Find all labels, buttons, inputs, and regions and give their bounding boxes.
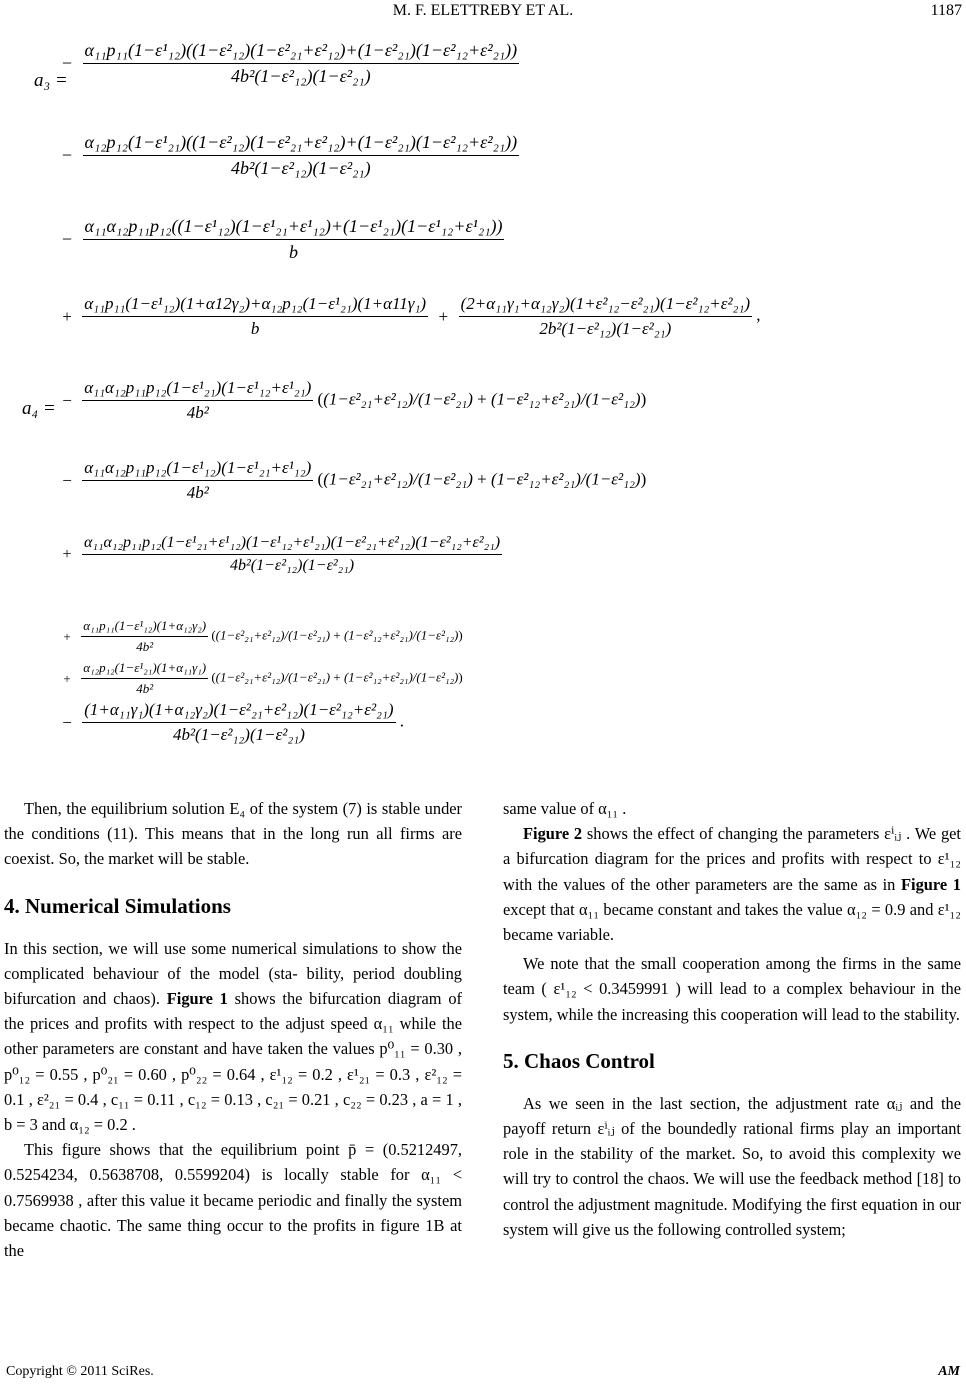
- paragraph-same-value: same value of α₁₁ .: [503, 799, 627, 818]
- a3-term2-denominator: 4b²(1−ε²₁₂)(1−ε²₂₁): [230, 158, 371, 178]
- a3-term5-numerator: (2+α₁₁γ₁+α₁₂γ₂)(1+ε²₁₂−ε²₂₁)(1−ε²₁₂+ε²₂₁): [459, 294, 752, 317]
- a4-term6-numerator: (1+α₁₁γ₁)(1+α₁₂γ₂)(1−ε²₂₁+ε²₁₂)(1−ε²₁₂+ε²₂₁): [82, 700, 395, 723]
- a4-term2-bracket-a: (1−ε²₂₁+ε²₁₂)/(1−ε²₂₁): [323, 469, 473, 489]
- running-title: M. F. ELETTREBY ET AL.: [392, 2, 574, 19]
- a4-term2-denominator: 4b²: [186, 483, 209, 502]
- paragraph-cooperation: We note that the small cooperation among the firms in the same team ( ε¹₁₂ < 0.3459991 ) will lead to a complex behaviour in the system, while the increasing this cooperation will lead to the stability.: [503, 954, 961, 1024]
- a4-term4-bracket-a: (1−ε²₂₁+ε²₁₂)/(1−ε²₂₁): [215, 627, 331, 643]
- a3-term4-denominator: b: [250, 319, 260, 338]
- a4-term4-numerator: α₁₁p₁₁(1−ε¹₁₂)(1+α₁₂γ₂): [81, 618, 208, 637]
- a4-term2-bracket-b: (1−ε²₁₂+ε²₂₁)/(1−ε²₁₂): [490, 469, 641, 489]
- equation-a4-term3: + α₁₁α₁₂p₁₁p₁₂(1−ε¹₂₁+ε¹₁₂)(1−ε¹₁₂+ε¹₂₁)(1−ε²₂₁+ε²₁₂)(1−ε²₁₂+ε²₂₁) 4b²(1−ε²₁₂)(1−ε²₂₁): [62, 534, 501, 574]
- section-heading-chaos-control: 5. Chaos Control: [503, 1048, 655, 1073]
- a4-term5-numerator: α₁₂p₁₂(1−ε¹₂₁)(1+α₁₁γ₁): [81, 660, 208, 679]
- right-column: [503, 796, 961, 1242]
- left-column: [4, 796, 462, 1263]
- figure-1-reference: Figure 1: [166, 989, 228, 1009]
- a4-term1-bracket-b: (1−ε²₁₂+ε²₂₁)/(1−ε²₁₂): [490, 389, 641, 409]
- paragraph-simulations-text-a: In this section, we will use some numerical simulations to show the complicated behaviour of the model (sta- bility, period doubling bifurcation and chaos).: [4, 938, 462, 1009]
- a4-term5-bracket-b: (1−ε²₁₂+ε²₂₁)/(1−ε²₁₂): [343, 669, 459, 685]
- a3-term5-denominator: 2b²(1−ε²₁₂)(1−ε²₂₁): [539, 319, 672, 338]
- page-footer: [0, 1364, 966, 1384]
- equation-a4-term5: + $\frac{\text{α₁₂p₁₂(1−ε¹₂₁)(1+α₁₁γ₁)}}{\text{4b²}}$ ((1−ε²₂₁+ε²₁₂)/(1−ε²₂₁) + (1−ε²₁₂+ε²₂₁)/(1−ε²₁₂)): [63, 660, 463, 696]
- page-number: 1187: [930, 2, 962, 19]
- equation-a4-label: a₄ =: [22, 398, 56, 419]
- paragraph-equilibrium-point: This figure shows that the equilibrium point p̄ = (0.5212497, 0.5254234, 0.5638708, 0.5599204) is locally stable for α₁₁ < 0.7569938 , after this value it became periodic and finally the system became chaotic. The same thing occur to the profits in figure 1B at the: [4, 1140, 462, 1261]
- a3-term3-denominator: b: [288, 242, 298, 262]
- paragraph-figure-2-text-a: shows the effect of changing the parameters εⁱᵢⱼ . We get a bifurcation diagram for the prices and profits with respect to ε¹₁₂ with the values of the other parameters are the same as in: [503, 824, 961, 894]
- a3-term4-numerator: α₁₁p₁₁(1−ε¹₁₂)(1+α12γ₂)+α₁₂p₁₂(1−ε¹₂₁)(1+α11γ₁): [82, 294, 428, 317]
- section-heading-numerical-simulations: 4. Numerical Simulations: [4, 893, 231, 918]
- paragraph-simulations: [4, 936, 462, 1138]
- equation-a3-term2: − $\frac{\text{α₁₂p₁₂(1−ε¹₂₁)((1−ε²₁₂)(1−ε²₂₁+ε²₁₂)+(1−ε²₂₁)(1−ε²₁₂+ε²₂₁))}}{\text{4b²(1−ε²₁₂)(1−ε²₂₁)}}$: [61, 132, 518, 178]
- a4-term1-numerator: α₁₁α₁₂p₁₁p₁₂(1−ε¹₂₁)(1−ε¹₁₂+ε¹₂₁): [82, 378, 313, 401]
- page-header: [0, 0, 966, 30]
- figure-2-reference: Figure 2: [523, 824, 583, 844]
- equation-a4-term4: + $\frac{\text{α₁₁p₁₁(1−ε¹₁₂)(1+α₁₂γ₂)}}{\text{4b²}}$ ((1−ε²₂₁+ε²₁₂)/(1−ε²₂₁) + (1−ε²₁₂+ε²₂₁)/(1−ε²₁₂)): [63, 618, 463, 654]
- paragraph-simulations-text-b: shows the bifurcation diagram of the prices and profits with respect to the adjust speed α₁₁ while the other parameters are constant and have taken the values p⁰₁₁ = 0.30 , p⁰₁₂ = 0.55 , p⁰₂₁ = 0.60 , p⁰₂₂ = 0.64 , ε¹₁₂ = 0.2 , ε¹₂₁ = 0.3 , ε²₁₂ = 0.1 , ε²₂₁ = 0.4 , c₁₁ = 0.11 , c₁₂ = 0.13 , c₂₁ = 0.21 , c₂₂ = 0.23 , a = 1 , b = 3 and α₁₂ = 0.2 .: [4, 989, 462, 1135]
- equation-a3-term4: + $\frac{\text{α₁₁p₁₁(1−ε¹₁₂)(1+α12γ₂)+α₁₂p₁₂(1−ε¹₂₁)(1+α11γ₁)}}{b}$ + $\frac{\text{(2+α₁₁γ₁+α₁₂γ₂)(1+ε²₁₂−ε²₂₁)(1−ε²₁₂+ε²₂₁)}}{\text{2b²(1−ε²₁₂)(1−ε²₂₁)}}$ ,: [62, 294, 761, 338]
- copyright-notice: Copyright © 2011 SciRes.: [6, 1364, 154, 1379]
- equation-a4-term2: − $\frac{\text{α₁₁α₁₂p₁₁p₁₂(1−ε¹₁₂)(1−ε¹₂₁+ε¹₁₂)}}{\text{4b²}}$ ((1−ε²₂₁+ε²₁₂)/(1−ε²₂₁) + (1−ε²₁₂+ε²₂₁)/(1−ε²₁₂)): [62, 458, 647, 502]
- paragraph-figure-2: [503, 821, 961, 947]
- equation-a3-term3: − $\frac{\text{α₁₁α₁₂p₁₁p₁₂((1−ε¹₁₂)(1−ε¹₂₁+ε¹₁₂)+(1−ε¹₂₁)(1−ε¹₁₂+ε¹₂₁))}}{b}$: [61, 216, 503, 262]
- a4-term4-denominator: 4b²: [136, 639, 154, 654]
- a4-term1-denominator: 4b²: [186, 403, 209, 422]
- figure-1-reference-right: Figure 1: [901, 874, 961, 894]
- equation-a4-term1: − $\frac{\text{α₁₁α₁₂p₁₁p₁₂(1−ε¹₂₁)(1−ε¹₁₂+ε¹₂₁)}}{\text{4b²}}$ ((1−ε²₂₁+ε²₁₂)/(1−ε²₂₁) + (1−ε²₁₂+ε²₂₁)/(1−ε²₁₂)): [62, 378, 647, 422]
- equation-a4-term6: − $\frac{\text{(1+α₁₁γ₁)(1+α₁₂γ₂)(1−ε²₂₁+ε²₁₂)(1−ε²₁₂+ε²₂₁)}}{\text{4b²(1−ε²₁₂)(1−ε²₂₁)}}$ .: [62, 700, 405, 744]
- a4-term5-bracket-a: (1−ε²₂₁+ε²₁₂)/(1−ε²₂₁): [215, 669, 331, 685]
- a4-term3-numerator: α₁₁α₁₂p₁₁p₁₂(1−ε¹₂₁+ε¹₁₂)(1−ε¹₁₂+ε¹₂₁)(1−ε²₂₁+ε²₁₂)(1−ε²₁₂+ε²₂₁): [82, 534, 502, 555]
- a4-term1-bracket-a: (1−ε²₂₁+ε²₁₂)/(1−ε²₂₁): [323, 389, 473, 409]
- paragraph-figure-2-text-b: except that α₁₁ became constant and takes the value α₁₂ = 0.9 and ε¹₁₂ became variable.: [503, 899, 961, 945]
- a4-term3-denominator: 4b²(1−ε²₁₂)(1−ε²₂₁): [229, 557, 355, 574]
- paragraph-chaos-control: As we seen in the last section, the adjustment rate αᵢⱼ and the payoff return εⁱᵢⱼ of the boundedly rational firms play an important role in the stability of the market. So, to avoid this complexity we will try to control the chaos. We will use the feedback method [18] to control the adjustment magnitude. Modifying the first equation in our system will give us the following controlled system;: [503, 1093, 961, 1239]
- a3-term2-numerator: α₁₂p₁₂(1−ε¹₂₁)((1−ε²₁₂)(1−ε²₂₁+ε²₁₂)+(1−ε²₂₁)(1−ε²₁₂+ε²₂₁)): [83, 132, 520, 156]
- a3-term1-denominator: 4b²(1−ε²₁₂)(1−ε²₂₁): [230, 66, 371, 86]
- equation-a3-label: a₃ =: [34, 70, 68, 91]
- journal-abbreviation: AM: [938, 1364, 960, 1379]
- a3-term1-numerator: α₁₁p₁₁(1−ε¹₁₂)((1−ε²₁₂)(1−ε²₂₁+ε²₁₂)+(1−ε²₂₁)(1−ε²₁₂+ε²₂₁)): [83, 40, 520, 64]
- equation-a3-term1: − $\frac{\text{α₁₁p₁₁(1−ε¹₁₂)((1−ε²₁₂)(1−ε²₂₁+ε²₁₂)+(1−ε²₂₁)(1−ε²₁₂+ε²₂₁))}}{\text{4b²(1−ε²₁₂)(1−ε²₂₁)}}$: [61, 40, 518, 86]
- a4-term5-denominator: 4b²: [136, 681, 154, 696]
- a4-term6-denominator: 4b²(1−ε²₁₂)(1−ε²₂₁): [172, 725, 305, 744]
- a4-term2-numerator: α₁₁α₁₂p₁₁p₁₂(1−ε¹₁₂)(1−ε¹₂₁+ε¹₁₂): [82, 458, 313, 481]
- a4-term4-bracket-b: (1−ε²₁₂+ε²₂₁)/(1−ε²₁₂): [343, 627, 459, 643]
- a3-term3-numerator: α₁₁α₁₂p₁₁p₁₂((1−ε¹₁₂)(1−ε¹₂₁+ε¹₁₂)+(1−ε¹₂₁)(1−ε¹₁₂+ε¹₂₁)): [83, 216, 505, 240]
- paragraph-stability: Then, the equilibrium solution E₄ of the system (7) is stable under the conditions (11). This means that in the long run all firms are coexist. So, the market will be stable.: [4, 799, 462, 869]
